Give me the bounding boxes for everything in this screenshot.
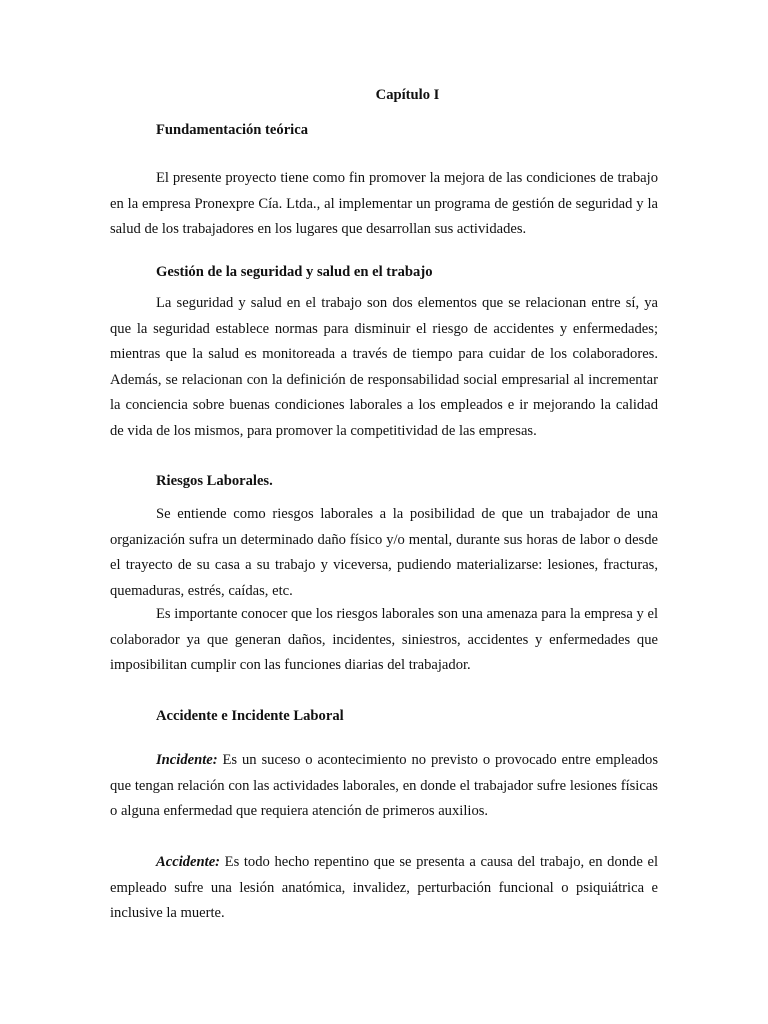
paragraph-riesgos-1: Se entiende como riesgos laborales a la posibilidad de que un trabajador de una organización sufra un determinado daño físico y/o mental, durante sus horas de labor o desde el trayecto de su casa a su trabajo y viceversa, pudiendo materializarse: lesiones, fracturas, quemaduras, estrés, caídas, etc. bbox=[110, 506, 658, 599]
paragraph-gestion: La seguridad y salud en el trabajo son dos elementos que se relacionan entre sí, ya que la seguridad establece normas para disminuir el riesgo de accidentes y enfermedades; mientras que la salud es monitoreada a través de tiempo para cuidar de los colaboradores. Además, se relacionan con la definición de responsabilidad social empresarial al incrementar la conciencia sobre buenas condiciones laborales a los empleados e ir mejorando la calidad de vida de los mismos, para promover la competitividad de las empresas. bbox=[110, 295, 658, 439]
definition-accidente: Es todo hecho repentino que se presenta a causa del trabajo, en donde el empleado sufre una lesión anatómica, invalidez, perturbación funcional o psiquiátrica e inclusive la muerte. bbox=[110, 854, 658, 922]
term-accidente: Accidente: bbox=[156, 854, 221, 870]
section-heading-fundamentacion: Fundamentación teórica bbox=[156, 122, 309, 138]
paragraph-fundamentacion: El presente proyecto tiene como fin promover la mejora de las condiciones de trabajo en la empresa Pronexpre Cía. Ltda., al implementar un programa de gestión de seguridad y la salud de los trabajadores en los lugares que desarrollan sus actividades. bbox=[110, 170, 658, 238]
paragraph-incidente bbox=[110, 748, 658, 825]
section-heading-accidente-incidente: Accidente e Incidente Laboral bbox=[156, 708, 344, 724]
section-heading-riesgos: Riesgos Laborales. bbox=[156, 473, 273, 489]
paragraph-riesgos-2: Es importante conocer que los riesgos laborales son una amenaza para la empresa y el colaborador ya que generan daños, incidentes, siniestros, accidentes y enfermedades que imposibilitan cumplir con las funciones diarias del trabajador. bbox=[110, 606, 658, 674]
chapter-title: Capítulo I bbox=[375, 87, 440, 103]
section-heading-gestion: Gestión de la seguridad y salud en el trabajo bbox=[156, 264, 433, 280]
term-incidente: Incidente: bbox=[156, 752, 218, 768]
definition-incidente: Es un suceso o acontecimiento no previsto o provocado entre empleados que tengan relación con las actividades laborales, en donde el trabajador sufre lesiones físicas o alguna enfermedad que requiera atención de primeros auxilios. bbox=[110, 752, 658, 820]
paragraph-accidente bbox=[110, 850, 658, 927]
